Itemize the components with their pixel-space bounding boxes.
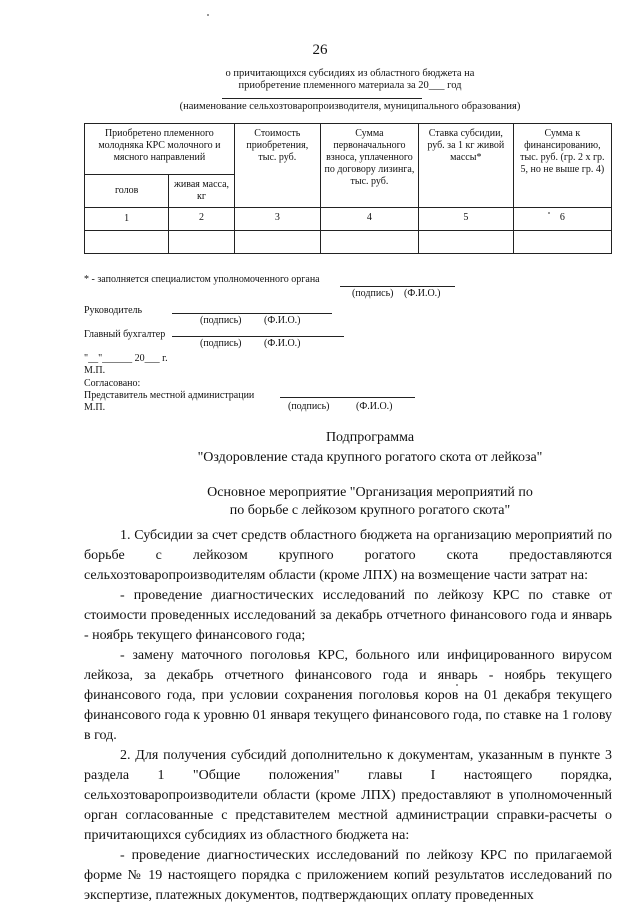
fio-caption: (Ф.И.О.) <box>264 315 301 326</box>
fio-caption: (Ф.И.О.) <box>356 401 393 412</box>
scan-speck <box>207 14 209 16</box>
signature-line <box>280 397 415 398</box>
footnote: * - заполняется специалистом уполномоченного органа <box>84 274 320 285</box>
date-field: "__"______ 20___ г. <box>84 353 168 364</box>
name-underline <box>222 98 422 99</box>
paragraph: - замену маточного поголовья КРС, больного или инфицированного вирусом лейкоза, за декабрь отчетного финансового года и январь - ноябрь текущего финансового года, при условии сохранения поголовья коров на 01 декабря текущего финансового года к уровню 01 января текущего финансового года, по ставке на 1 голову в год. <box>84 648 612 743</box>
header-rate: Ставка субсидии, руб. за 1 кг живой массы* <box>418 124 513 208</box>
scan-speck <box>456 684 458 686</box>
fio-caption: (Ф.И.О.) <box>264 338 301 349</box>
paragraph: 2. Для получения субсидий дополнительно к документам, указанным в пункте 3 раздела 1 "Общие положения" главы I настоящего порядка, сельхозтоваропроизводители области (кроме ЛПХ) предоставляют в уполномоченный орган согласованные с представителем местной администрации справки-расчеты о причитающихся субсидиях из областного бюджета на: <box>84 748 612 843</box>
header-sum: Сумма к финансированию, тыс. руб. (гр. 2 х гр. 5, но не выше гр. 4) <box>513 124 611 208</box>
signature-line <box>172 336 344 337</box>
col-number: 3 <box>234 208 320 231</box>
body-text <box>84 526 612 906</box>
form-header-line1: о причитающихся субсидиях из областного бюджета на <box>225 68 475 79</box>
agreed-label: Согласовано: <box>84 378 141 389</box>
form-header-line2: приобретение племенного материала за 20___ год <box>238 80 462 91</box>
subprogram-label: Подпрограмма <box>325 430 415 445</box>
header-cost: Стоимость приобретения, тыс. руб. <box>234 124 320 208</box>
table-empty-cell <box>513 231 611 254</box>
signature-line <box>172 313 332 314</box>
header-live-mass: живая масса, кг <box>169 175 234 208</box>
table-empty-cell <box>234 231 320 254</box>
signature-caption: (подпись) <box>352 288 394 299</box>
accountant-label: Главный бухгалтер <box>84 329 166 340</box>
col-number: 5 <box>418 208 513 231</box>
col-number: 6 <box>513 208 611 231</box>
signature-caption: (подпись) <box>200 338 242 349</box>
measure-title-line1: Основное мероприятие "Организация мероприятий по <box>207 485 533 500</box>
signature-line <box>340 286 455 287</box>
table-empty-cell <box>85 231 169 254</box>
table-empty-cell <box>418 231 513 254</box>
table-empty-cell <box>169 231 234 254</box>
signature-caption: (подпись) <box>200 315 242 326</box>
header-initial-payment: Сумма первоначального взноса, уплаченного по договору лизинга, тыс. руб. <box>320 124 418 208</box>
stamp-place: М.П. <box>84 402 106 413</box>
signature-caption: (подпись) <box>288 401 330 412</box>
stamp-place: М.П. <box>84 365 106 376</box>
scan-speck <box>548 212 550 214</box>
col-number: 2 <box>169 208 234 231</box>
table-empty-cell <box>320 231 418 254</box>
fio-caption: (Ф.И.О.) <box>404 288 441 299</box>
col-number: 1 <box>85 208 169 231</box>
paragraph: 1. Субсидии за счет средств областного бюджета на организацию мероприятий по борьбе с лейкозом крупного рогатого скота предоставляются сельхозтоваропроизводителям области (кроме ЛПХ) на возмещение части затрат на: <box>84 528 612 583</box>
measure-title-line2: по борьбе с лейкозом крупного рогатого скота" <box>229 503 511 518</box>
header-bought: Приобретено племенного молодняка КРС молочного и мясного направлений <box>85 124 235 175</box>
page-number: 26 <box>312 42 328 58</box>
form-header-caption: (наименование сельхозтоваропроизводителя, муниципального образования) <box>179 101 521 112</box>
head-label: Руководитель <box>84 305 143 316</box>
header-heads: голов <box>85 175 169 208</box>
representative-label: Представитель местной администрации <box>84 390 255 401</box>
subsidy-table <box>84 123 612 254</box>
col-number: 4 <box>320 208 418 231</box>
paragraph: - проведение диагностических исследований по лейкозу КРС по ставке от стоимости проведенных исследований за декабрь отчетного финансового года и январь - ноябрь текущего финансового года; <box>84 588 612 643</box>
paragraph: - проведение диагностических исследований по лейкозу КРС по прилагаемой форме № 19 настоящего порядка с приложением копий результатов исследований по экспертизе, платежных документов, подтверждающих оплату проведенных <box>84 848 612 903</box>
subprogram-name: "Оздоровление стада крупного рогатого скота от лейкоза" <box>197 450 543 465</box>
